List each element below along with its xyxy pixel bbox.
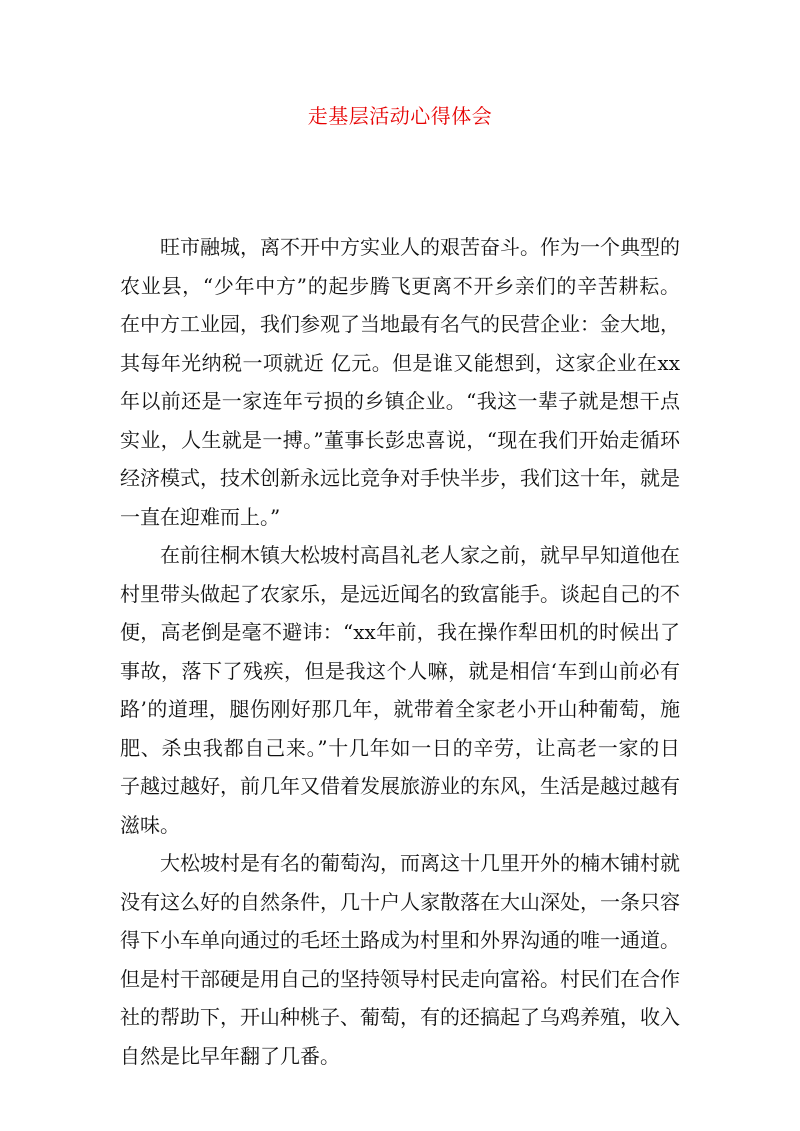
paragraph-1: 旺市融城，离不开中方实业人的艰苦奋斗。作为一个典型的农业县，“少年中方”的起步腾飞更离不开乡亲们的辛苦耕耘。在中方工业园，我们参观了当地最有名气的民营企业：金大地，其每年光纳税一项就近 亿元。但是谁又能想到，这家企业在xx年以前还是一家连年亏损的乡镇企业。“我这一辈子就是想干点实业，人生就是一搏。”董事长彭忠喜说，“现在我们开始走循环经济模式，技术创新永远比竞争对手快半步，我们这十年，就是一直在迎难而上。” (120, 235, 680, 529)
paragraph-3: 大松坡村是有名的葡萄沟，而离这十几里开外的楠木铺村就没有这么好的自然条件，几十户人家散落在大山深处，一条只容得下小车单向通过的毛坯土路成为村里和外界沟通的唯一通道。但是村干部硬是用自己的坚持领导村民走向富裕。村民们在合作社的帮助下，开山种桃子、葡萄，有的还搞起了乌鸡养殖，收入自然是比早年翻了几番。 (120, 851, 680, 1068)
page-title: 走基层活动心得体会 (307, 104, 493, 128)
paragraph-2: 在前往桐木镇大松坡村高昌礼老人家之前，就早早知道他在村里带头做起了农家乐，是远近闻名的致富能手。谈起自己的不便，高老倒是毫不避讳：“xx年前，我在操作犁田机的时候出了事故，落下了残疾，但是我这个人嘛，就是相信‘车到山前必有路’的道理，腿伤刚好那几年，就带着全家老小开山种葡萄，施肥、杀虫我都自己来。”十几年如一日的辛劳，让高老一家的日子越过越好，前几年又借着发展旅游业的东风，生活是越过越有滋味。 (120, 543, 680, 837)
document-body (120, 228, 680, 1075)
